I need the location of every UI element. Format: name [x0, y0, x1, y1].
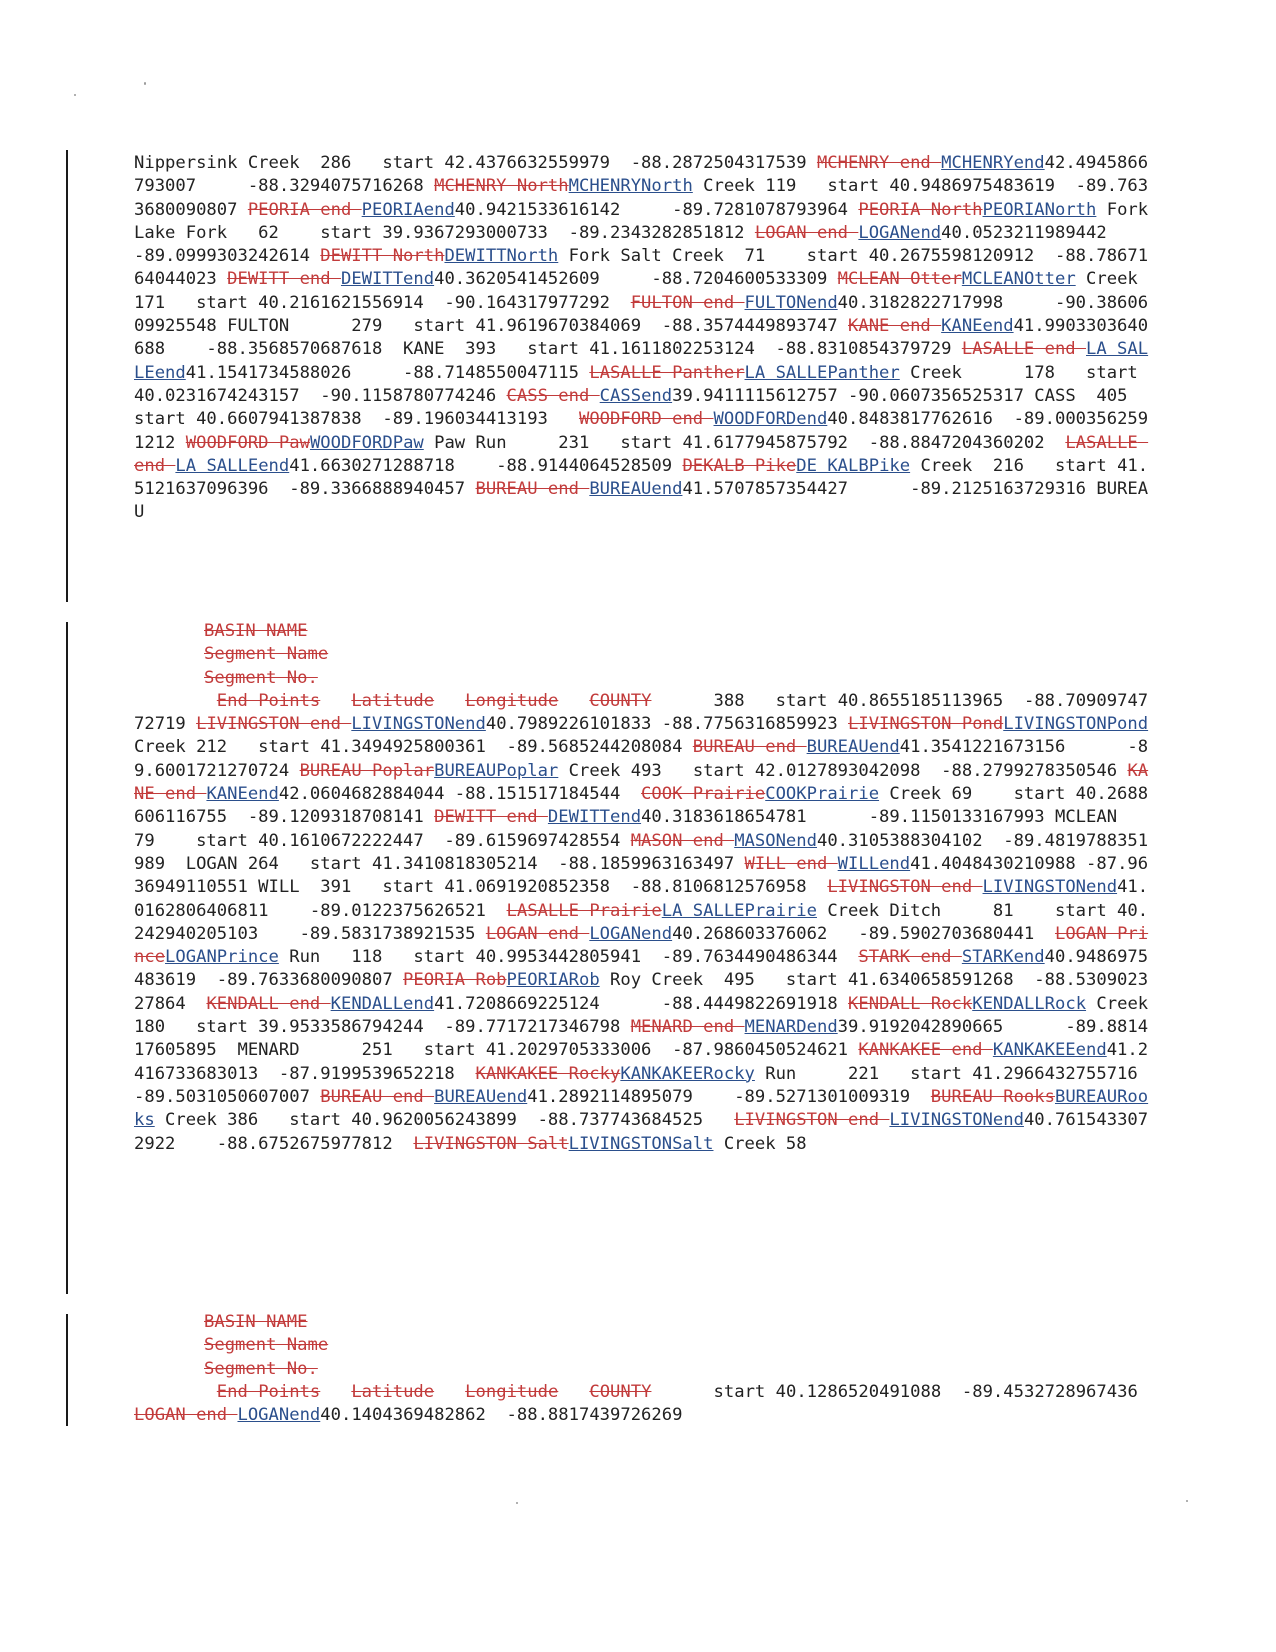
change-bar: [66, 1314, 68, 1426]
gap: [320, 691, 351, 711]
inserted-text: KANEend: [941, 316, 1014, 337]
inserted-text: BUREAURooks: [134, 1086, 1149, 1131]
body-text: Creek 216 start 41.5121637096396 -89.3366888940457: [134, 455, 1149, 500]
inserted-text: WOODFORDPaw: [309, 432, 424, 453]
gap: [558, 691, 589, 711]
deleted-text: CASS end: [506, 385, 600, 406]
deleted-text: LOGAN end: [485, 923, 590, 944]
deleted-text: BUREAU end: [475, 479, 590, 500]
deleted-header-column: Longitude: [465, 690, 559, 711]
body-text: 41.0162806406811 -89.0122375626521: [134, 877, 1149, 921]
inserted-text: MCHENRYNorth: [568, 176, 693, 197]
deleted-text: KANKAKEE end: [858, 1040, 993, 1061]
body-text: 41.2416733683013 -87.9199539652218: [134, 1040, 1149, 1084]
deleted-text: DEKALB Pike: [682, 455, 797, 476]
scan-speck: [516, 1502, 518, 1504]
inserted-text: COOKPrairie: [765, 784, 880, 805]
gap: [434, 1382, 465, 1402]
body-text: Creek 212 start 41.3494925800361 -89.5685244208084: [134, 714, 1159, 758]
inserted-text: WILLend: [837, 853, 911, 874]
body-text: 41.9903303640688 -88.3568570687618 KANE 393 start 41.1611802253124 -88.8310854379729: [134, 316, 1149, 360]
body-text: 39.9411115612757 -90.0607356525317 CASS 405 start 40.6607941387838 -89.196034413193: [134, 385, 1159, 430]
body-text: 42.0604682884044 -88.151517184544: [278, 784, 642, 805]
inserted-text: CASSend: [599, 385, 673, 406]
body-text: 40.3105388304102 -89.4819788351989 LOGAN 264 start 41.3410818305214 -88.1859963163497: [134, 830, 1149, 874]
deleted-text: FULTON end: [630, 292, 745, 313]
gap: [558, 1382, 589, 1402]
body-text: Creek 180 start 39.9533586794244 -89.7717217346798: [134, 993, 1159, 1038]
inserted-text: MCLEANOtter: [961, 269, 1076, 290]
inserted-text: LA SALLEend: [175, 455, 290, 476]
deleted-header-column: End Points: [216, 690, 321, 711]
body-text: Creek 119 start 40.9486975483619 -89.7633680090807: [134, 176, 1149, 220]
deleted-header-column: COUNTY: [589, 690, 652, 711]
body-text: Roy Creek 495 start 41.6340658591268 -88.530902327864: [134, 970, 1149, 1014]
body-text: Fork Salt Creek 71 start 40.2675598120912 -88.7867164044023: [134, 246, 1149, 290]
deleted-text: WOODFORD Paw: [185, 432, 310, 453]
deleted-text: PEORIA Rob: [403, 970, 507, 991]
deleted-text: LOGAN end: [134, 1405, 238, 1426]
deleted-text: MASON end: [630, 830, 735, 851]
scan-speck: [144, 82, 146, 85]
deleted-text: BUREAU end: [320, 1086, 435, 1107]
body-text: 40.0523211989442 -89.0999303242614: [134, 222, 1159, 267]
body-text: 41.6630271288718 -88.9144064528509: [289, 455, 683, 476]
deleted-text: LASALLE end: [961, 339, 1087, 360]
inserted-text: DEWITTNorth: [444, 246, 559, 267]
deleted-header-column: End Points: [216, 1381, 321, 1402]
deleted-text: DEWITT North: [320, 246, 445, 267]
deleted-text: LIVINGSTON end: [734, 1110, 890, 1131]
deleted-text: KANE end: [848, 316, 942, 337]
scan-speck: [74, 94, 76, 96]
inserted-text: BUREAUend: [434, 1086, 528, 1107]
deleted-header-column: Longitude: [465, 1381, 559, 1402]
inserted-text: KANKAKEERocky: [620, 1063, 755, 1084]
inserted-text: LOGANPrince: [165, 947, 279, 968]
gap: [434, 691, 465, 711]
inserted-text: BUREAUPoplar: [434, 760, 559, 781]
deleted-header-line: Segment No.: [204, 1358, 318, 1379]
scan-speck: [1186, 1500, 1188, 1502]
change-bar: [66, 150, 68, 602]
body-text: Creek Ditch 81 start 40.242940205103 -89.5831738921535: [134, 900, 1149, 944]
inserted-text: DEWITTend: [340, 269, 435, 290]
inserted-text: LIVINGSTONPond: [1003, 714, 1149, 735]
deleted-header-line: Segment No.: [204, 667, 318, 688]
deleted-text: LOGAN end: [754, 222, 859, 243]
inserted-text: MCHENRYend: [941, 153, 1045, 173]
deleted-text: LIVINGSTON end: [196, 714, 352, 735]
inserted-text: DEWITTend: [547, 807, 642, 828]
deleted-header-column: Latitude: [351, 1381, 435, 1402]
inserted-text: LIVINGSTONend: [982, 877, 1118, 898]
body-text: 40.8483817762616 -89.0003562591212: [134, 409, 1149, 453]
deleted-text: BUREAU end: [692, 737, 807, 758]
deleted-text: LIVINGSTON Pond: [848, 714, 1004, 735]
inserted-text: STARKend: [961, 947, 1045, 968]
deleted-header-line: Segment Name: [204, 644, 329, 665]
body-text: 40.268603376062 -89.5902703680441: [672, 923, 1055, 944]
deleted-text: LASALLE end: [134, 432, 1149, 476]
body-text: Run 221 start 41.2966432755716 -89.5031050607007: [134, 1063, 1159, 1107]
deleted-text: DEWITT end: [434, 807, 548, 828]
body-text: 40.9421533616142 -89.7281078793964: [454, 199, 859, 220]
inserted-text: PEORIANorth: [982, 199, 1097, 220]
body-text: start 40.1286520491088 -89.4532728967436: [651, 1381, 1159, 1402]
inserted-text: LA SALLEPanther: [744, 362, 900, 383]
indent: [134, 1382, 217, 1402]
inserted-text: WOODFORDend: [713, 409, 828, 430]
inserted-text: BUREAUend: [806, 737, 900, 758]
body-text: 41.2892114895079 -89.5271301009319: [527, 1086, 931, 1107]
body-text: 40.7989226101833 -88.7756316859923: [485, 714, 849, 735]
inserted-text: KANEend: [206, 784, 279, 805]
body-text: 42.4945866793007 -88.3294075716268: [134, 153, 1149, 197]
inserted-text: PEORIAend: [361, 199, 455, 220]
body-text: Nippersink Creek 286 start 42.4376632559979 -88.2872504317539: [134, 153, 817, 173]
indent: [134, 691, 217, 711]
body-text: Creek 386 start 40.9620056243899 -88.737743684525: [154, 1110, 735, 1131]
deleted-text: KENDALL end: [206, 993, 331, 1014]
body-text: 41.7208669225124 -88.4449822691918: [434, 993, 849, 1014]
body-text: 40.3183618654781 -89.1150133167993 MCLEAN 79 start 40.1610672222447 -89.6159697428554: [134, 807, 1180, 851]
inserted-text: FULTONend: [744, 292, 838, 313]
body-text: 41.1541734588026 -88.7148550047115: [185, 362, 590, 383]
inserted-text: LA SALLEPrairie: [661, 900, 817, 921]
deleted-text: WILL end: [744, 853, 838, 874]
body-text: 40.7615433072922 -88.6752675977812: [134, 1110, 1149, 1154]
deleted-text: LASALLE Prairie: [506, 900, 662, 921]
deleted-text: BUREAU Poplar: [299, 760, 435, 781]
deleted-text: MENARD end: [630, 1017, 745, 1038]
tracked-changes-paragraph: [134, 620, 1180, 1156]
deleted-text: PEORIA North: [858, 199, 983, 220]
inserted-text: LOGANend: [858, 222, 942, 243]
inserted-text: DE KALBPike: [796, 455, 911, 476]
body-text: 40.3182822717998 -90.3860609925548 FULTON 279 start 41.9619670384069 -88.3574449893747: [134, 292, 1149, 337]
change-bar: [66, 622, 68, 1294]
body-text: 40.1404369482862 -88.8817439726269: [320, 1405, 683, 1426]
deleted-text: KENDALL Rock: [848, 993, 973, 1014]
body-text: 388 start 40.8655185113965 -88.7090974772719: [134, 690, 1149, 735]
inserted-text: KENDALLend: [330, 993, 435, 1014]
deleted-header-column: COUNTY: [589, 1381, 652, 1402]
deleted-text: MCLEAN Otter: [837, 269, 962, 290]
deleted-text: MCHENRY North: [434, 176, 569, 197]
inserted-text: LOGANend: [589, 923, 673, 944]
gap: [320, 1382, 351, 1402]
deleted-text: KANKAKEE Rocky: [475, 1063, 621, 1084]
inserted-text: LIVINGSTONend: [351, 714, 486, 735]
tracked-changes-paragraph: [134, 1311, 1159, 1427]
deleted-text: LIVINGSTON Salt: [413, 1133, 569, 1154]
inserted-text: BUREAUend: [589, 479, 683, 500]
inserted-text: MASONend: [734, 830, 817, 851]
deleted-text: DEWITT end: [227, 269, 341, 290]
deleted-text: STARK end: [858, 947, 962, 968]
deleted-text: LASALLE Panther: [589, 362, 745, 383]
body-text: 40.3620541452609 -88.7204600533309: [434, 269, 838, 290]
inserted-text: LA SALLEend: [134, 339, 1149, 383]
deleted-header-line: Segment Name: [204, 1335, 329, 1356]
tracked-changes-paragraph: [134, 152, 1159, 525]
deleted-text: PEORIA end: [247, 199, 362, 220]
inserted-text: KANKAKEEend: [992, 1040, 1107, 1061]
inserted-text: LOGANend: [237, 1405, 321, 1426]
body-text: Creek 58: [713, 1133, 807, 1154]
body-text: 41.4048430210988 -87.9636949110551 WILL 391 start 41.0691920852358 -88.8106812576958: [134, 853, 1149, 898]
inserted-text: PEORIARob: [506, 970, 600, 991]
deleted-header-column: Latitude: [351, 690, 435, 711]
body-text: Paw Run 231 start 41.6177945875792 -88.8847204360202: [423, 432, 1066, 453]
deleted-text: LIVINGSTON end: [827, 877, 983, 898]
deleted-text: MCHENRY end: [816, 153, 942, 173]
deleted-header-line: BASIN NAME: [204, 1312, 308, 1332]
inserted-text: KENDALLRock: [972, 993, 1087, 1014]
body-text: 41.3541221673156 -89.6001721270724: [134, 737, 1149, 781]
body-text: Creek 178 start 40.0231674243157 -90.1158780774246: [134, 362, 1149, 406]
inserted-text: LIVINGSTONSalt: [568, 1133, 714, 1154]
deleted-text: WOODFORD end: [578, 409, 714, 430]
deleted-text: KANE end: [134, 760, 1149, 805]
body-text: Creek 493 start 42.0127893042098 -88.2799278350546: [558, 760, 1128, 781]
body-text: Run 118 start 40.9953442805941 -89.7634490486344: [278, 947, 859, 968]
deleted-text: COOK Prairie: [641, 784, 766, 805]
inserted-text: MENARDend: [744, 1017, 838, 1038]
body-text: 41.5707857354427 -89.2125163729316 BUREAU: [134, 479, 1149, 523]
deleted-header-line: BASIN NAME: [204, 621, 308, 641]
body-text: 39.9192042890665 -89.881417605895 MENARD 251 start 41.2029705333006 -87.9860450524621: [134, 1017, 1149, 1061]
deleted-text: LOGAN Prince: [134, 923, 1149, 968]
body-text: Fork Lake Fork 62 start 39.9367293000733 -89.2343282851812: [134, 199, 1159, 243]
body-text: Creek 171 start 40.2161621556914 -90.164317977292: [134, 269, 1149, 313]
body-text: 40.9486975483619 -89.7633680090807: [134, 947, 1149, 991]
body-text: Creek 69 start 40.2688606116755 -89.1209318708141: [134, 784, 1149, 828]
inserted-text: LIVINGSTONend: [889, 1110, 1024, 1131]
deleted-text: BUREAU Rooks: [930, 1086, 1055, 1107]
